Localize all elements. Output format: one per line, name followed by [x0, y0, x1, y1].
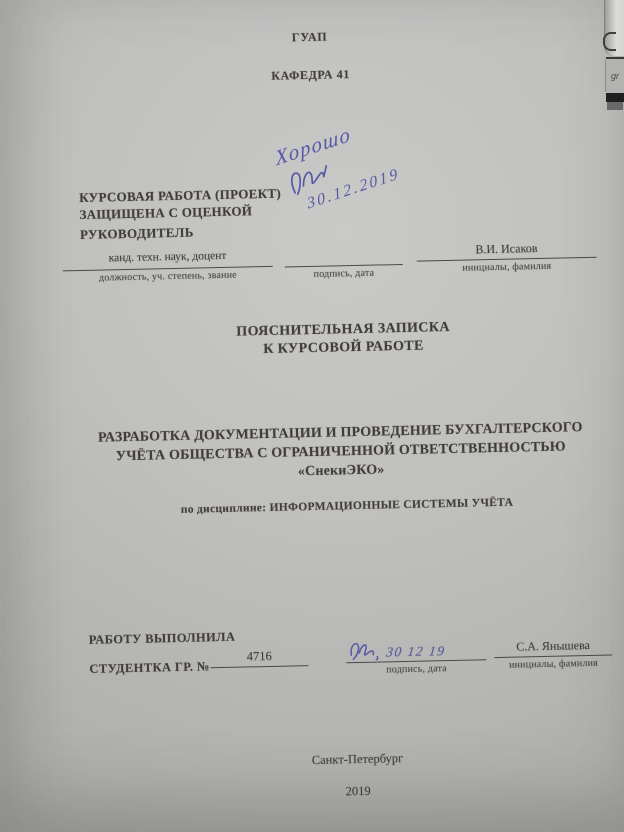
footer-year: 2019: [345, 783, 371, 799]
photo-edge-fragment: [600, 0, 624, 114]
group-number-field: [210, 648, 308, 668]
student-signature-caption: подпись, дата: [386, 663, 447, 676]
defense-line2: ЗАЩИЩЕНА С ОЦЕНКОЙ: [79, 203, 253, 223]
footer-city: Санкт-Петербург: [311, 751, 404, 768]
edge-dark-bar: [606, 93, 624, 102]
supervisor-degree-value: канд. техн. наук, доцент: [62, 249, 272, 272]
student-signature-field: [346, 636, 487, 676]
supervisor-label: РУКОВОДИТЕЛЬ: [79, 224, 194, 243]
student-sign-date: 30 12 19: [385, 643, 447, 660]
student-name-value: С.А. Янышева: [494, 638, 612, 659]
supervisor-signature-caption: подпись, дата: [313, 267, 375, 280]
supervisor-signature-field: [284, 246, 403, 281]
performer-label: РАБОТУ ВЫПОЛНИЛА: [88, 629, 236, 647]
university-name: ГУАП: [291, 29, 328, 45]
heading-line2: К КУРСОВОЙ РАБОТЕ: [263, 338, 424, 358]
student-signature-scribble: [348, 639, 382, 662]
document-heading: [31, 314, 624, 364]
student-name-field: [494, 638, 613, 672]
department-name: КАФЕДРА 41: [271, 67, 351, 83]
supervisor-name-caption: инициалы, фамилия: [462, 260, 552, 274]
supervisor-name-value: В.И. Исаков: [416, 240, 596, 262]
handwritten-grade-text: Хорошо: [273, 121, 353, 171]
heading-line1: ПОЯСНИТЕЛЬНАЯ ЗАПИСКА: [236, 319, 451, 340]
edge-divider: [606, 57, 624, 59]
student-signature-line: [346, 636, 486, 663]
supervisor-name-field: [416, 240, 597, 275]
supervisor-signature-line: [284, 246, 402, 268]
handwritten-grade-note: [272, 112, 403, 219]
title-line1: РАЗРАБОТКА ДОКУМЕНТАЦИИ И ПРОВЕДЕНИЕ БУХГАЛТЕРСКОГО: [97, 420, 583, 446]
title-line2: УЧЁТА ОБЩЕСТВА С ОГРАНИЧЕННОЙ ОТВЕТСТВЕННОСТЬЮ: [115, 439, 566, 465]
handwritten-grade-date: 30.12.2019: [305, 165, 402, 213]
student-name-caption: инициалы, фамилия: [508, 657, 599, 671]
edge-gray-bar: [607, 102, 623, 110]
student-label: СТУДЕНТКА ГР. №: [89, 659, 210, 676]
edge-object-label: gr: [605, 60, 624, 92]
title-line3: «СнекиЭКО»: [297, 462, 385, 480]
defense-line1: КУРСОВАЯ РАБОТА (ПРОЕКТ): [79, 185, 282, 206]
defense-statement: [79, 185, 282, 223]
work-title: [28, 417, 624, 488]
edge-arc-mark: [603, 32, 616, 51]
group-number-value: 4716: [210, 648, 308, 668]
supervisor-degree-field: [62, 249, 273, 285]
supervisor-degree-caption: должность, уч. степень, звание: [98, 269, 237, 284]
discipline-line: по дисциплине: ИНФОРМАЦИОННЫЕ СИСТЕМЫ УЧЁТА: [180, 496, 514, 516]
